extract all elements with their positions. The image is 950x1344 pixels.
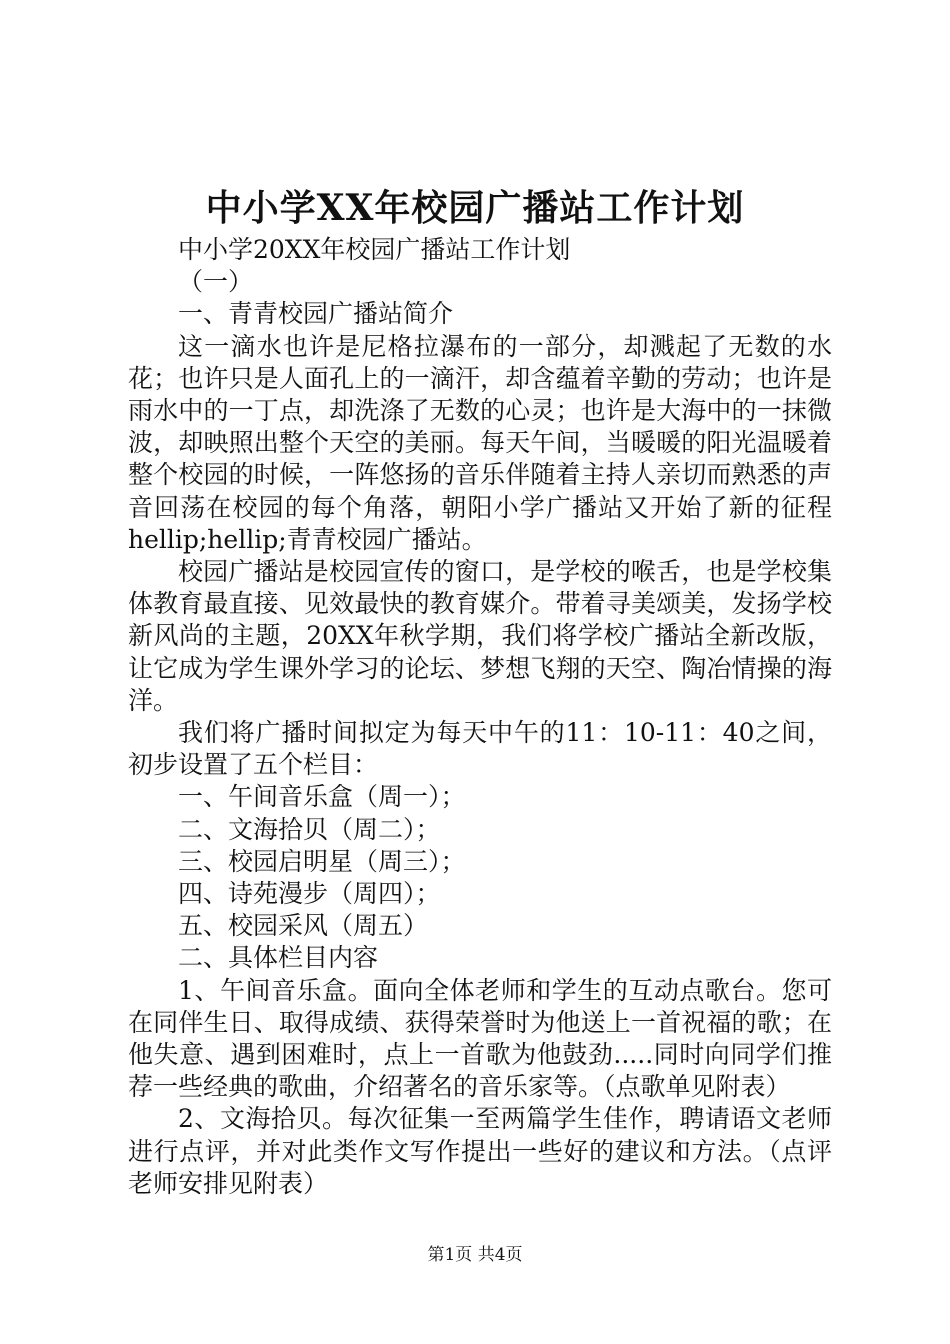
body-paragraph: 这一滴水也许是尼格拉瀑布的一部分，却溅起了无数的水花；也许只是人面孔上的一滴汗，却含蕴着辛勤的劳动；也许是雨水中的一丁点，却洗涤了无数的心灵；也许是大海中的一抹微波，却映照出整个天空的美丽。每天午间，当暖暖的阳光温暖着整个校园的时候，一阵悠扬的音乐伴随着主持人亲切而熟悉的声音回荡在校园的每个角落，朝阳小学广播站又开始了新的征程hellip;hellip;青青校园广播站。 xyxy=(128,331,832,554)
document-body xyxy=(128,234,832,1200)
body-paragraph: 2、文海拾贝。每次征集一至两篇学生佳作，聘请语文老师进行点评，并对此类作文写作提出一些好的建议和方法。（点评老师安排见附表） xyxy=(128,1104,832,1198)
page-footer: 第1页 共4页 xyxy=(427,1245,523,1265)
list-item: 二、文海拾贝（周二）； xyxy=(178,814,441,844)
section-number: （一） xyxy=(178,267,254,297)
list-item: 一、午间音乐盒（周一）； xyxy=(178,782,466,812)
body-paragraph: 1、午间音乐盒。面向全体老师和学生的互动点歌台。您可在同伴生日、取得成绩、获得荣誉时为他送上一首祝福的歌；在他失意、遇到困难时，点上一首歌为他鼓劲.....同时向同学们推荐一些经典的歌曲，介绍著名的音乐家等。（点歌单见附表） xyxy=(128,975,832,1102)
section-heading: 一、青青校园广播站简介 xyxy=(178,299,454,329)
list-item: 四、诗苑漫步（周四）； xyxy=(178,879,441,909)
body-paragraph: 我们将广播时间拟定为每天中午的11：10-11：40之间，初步设置了五个栏目： xyxy=(128,718,832,780)
list-item: 五、校园采风（周五） xyxy=(178,911,429,941)
list-item: 三、校园启明星（周三）； xyxy=(178,846,466,876)
section-heading: 二、具体栏目内容 xyxy=(178,943,379,973)
document-title: 中小学XX年校园广播站工作计划 xyxy=(205,187,745,229)
subtitle-paragraph: 中小学20XX年校园广播站工作计划 xyxy=(178,235,571,264)
body-paragraph: 校园广播站是校园宣传的窗口，是学校的喉舌，也是学校集体教育最直接、见效最快的教育媒介。带着寻美颂美，发扬学校新风尚的主题，20XX年秋学期，我们将学校广播站全新改版，让它成为学生课外学习的论坛、梦想飞翔的天空、陶冶情操的海洋。 xyxy=(128,557,832,715)
